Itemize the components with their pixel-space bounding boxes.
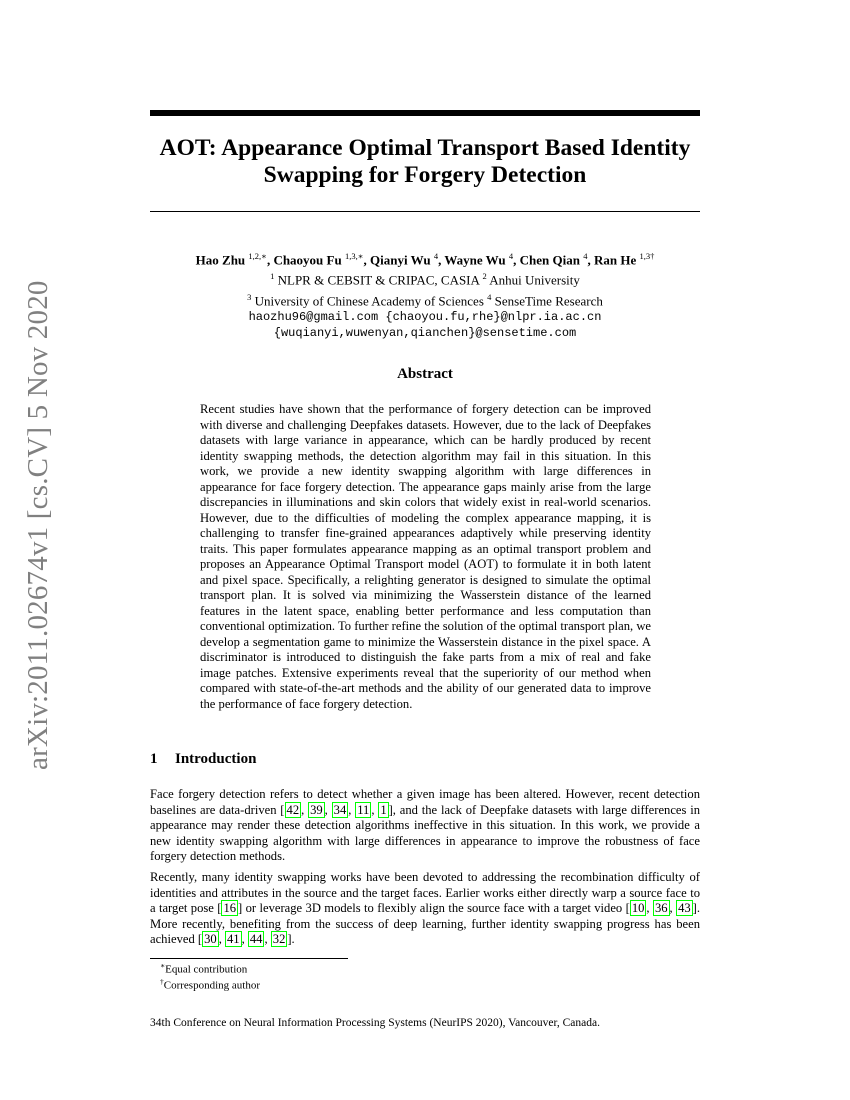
author-name: Hao Zhu xyxy=(195,252,246,268)
author-affiliation: 1,3,∗ xyxy=(344,251,364,261)
citation-link[interactable]: 11 xyxy=(357,802,370,817)
author-affiliation: 4 xyxy=(583,251,588,261)
intro-paragraph-1: Face forgery detection refers to detect whether a given image has been altered. However, recent detection baselines are data-driven [ 42 , 39 , 34 , 11 , 1 ], and the lack of Deepfake datasets with large differences in appearance may render these detection algorithms ineffective in this situation. In this work, we provide a new identity swapping algorithm with large differences in appearance to improve the robustness of face forgery detection methods. xyxy=(150,787,701,863)
citation-link[interactable]: 41 xyxy=(226,932,240,946)
citation-link[interactable]: 44 xyxy=(249,932,263,946)
section-title: Introduction xyxy=(175,751,257,767)
affiliation-line-2 xyxy=(150,289,700,309)
section-number: 1 xyxy=(150,751,158,767)
citation-link[interactable]: 34 xyxy=(333,802,347,817)
author-name: Chaoyou Fu xyxy=(273,252,342,268)
affiliation-casia: NLPR & CEBSIT & CRIPAC, CASIA xyxy=(277,272,480,288)
affiliation-number: 1 xyxy=(270,271,275,282)
citation-link[interactable]: 16 xyxy=(223,901,237,915)
affiliation-ucas: University of Chinese Academy of Sciences xyxy=(254,292,484,308)
footnote-equal-contribution xyxy=(160,959,247,977)
author-block xyxy=(150,248,700,341)
citation-link[interactable]: 32 xyxy=(272,932,286,946)
text-span: ]. xyxy=(287,932,295,946)
footnote-mark: † xyxy=(160,977,164,986)
title-line-2: Swapping for Forgery Detection xyxy=(263,162,587,188)
email-line-2: {wuqianyi,wuwenyan,qianchen}@sensetime.com xyxy=(273,325,577,340)
author-affiliation: 4 xyxy=(508,251,514,261)
affiliation-line-1 xyxy=(150,268,700,288)
conference-footer: 34th Conference on Neural Information Processing Systems (NeurIPS 2020), Vancouver, Canada. xyxy=(150,1017,600,1029)
author-affiliation: 1,3† xyxy=(639,251,655,261)
citation-link[interactable]: 43 xyxy=(678,901,691,915)
affiliation-anhui: Anhui University xyxy=(489,272,580,288)
title-line-1: AOT: Appearance Optimal Transport Based Identity xyxy=(159,135,691,161)
citation-link[interactable]: 42 xyxy=(286,802,300,817)
footnote-mark: ∗ xyxy=(160,961,166,970)
citation-link[interactable]: 1 xyxy=(380,802,387,817)
affiliation-number: 4 xyxy=(487,291,492,302)
footnote-text: Corresponding author xyxy=(163,979,260,992)
section-heading xyxy=(150,751,256,768)
title-top-rule xyxy=(150,110,700,116)
text-span: Recently, many identity swapping works have been devoted to addressing the recombination difficulty of identities and attributes in the source and the target faces. Earlier works either directly warp a source face to a target pose [ xyxy=(150,870,700,915)
title-bottom-rule xyxy=(150,211,700,212)
text-span: ] or leverage 3D models to flexibly align the source face with a target video [ xyxy=(238,901,630,915)
arxiv-stamp: arXiv:2011.02674v1 [cs.CV] 5 Nov 2020 xyxy=(22,280,54,770)
footnote-corresponding-author xyxy=(160,975,260,993)
footnote-text: Equal contribution xyxy=(165,963,248,976)
citation-link[interactable]: 39 xyxy=(310,802,323,817)
citation-link[interactable]: 10 xyxy=(631,901,645,915)
author-affiliation: 4 xyxy=(433,251,439,261)
text-span: Face forgery detection refers to detect whether a given image has been altered. However, recent detection baselines are data-driven [ xyxy=(150,787,700,817)
intro-paragraph-2: Recently, many identity swapping works have been devoted to addressing the recombination difficulty of identities and attributes in the source and the target faces. Earlier works either directly warp a source face to a target pose [ 16 ] or leverage 3D models to flexibly align the source face with a target video [ 10 , 36 , 43 ]. More recently, benefiting from the success of deep learning, further identity swapping progress has been achieved [ 30 , 41 , 44 , 32 ]. xyxy=(150,870,700,946)
citation-link[interactable]: 36 xyxy=(654,901,668,915)
text-span: ]. More recently, benefiting from the success of deep learning, further identity swapping progress has been achieved [ xyxy=(150,901,700,946)
abstract-text: Recent studies have shown that the performance of forgery detection can be improved with diverse and challenging Deepfakes datasets. However, due to the lack of Deepfakes datasets with large variance in appearance, which can be hardly produced by recent identity swapping methods, the detection algorithm may fail in this situation. In this work, we provide a new identity swapping algorithm with large differences in appearance for face forgery detection. The appearance gaps mainly arise from the large discrepancies in illuminations and skin colors that widely exist in real-world scenarios. However, due to the difficulties of modeling the complex appearance mapping, it is challenging to transfer fine-grained appearances adaptively while preserving identity traits. This paper formulates appearance mapping as an optimal transport problem and proposes an Appearance Optimal Transport model (AOT) to formulate it in both latent and pixel space. Specifically, a relighting generator is designed to simulate the optimal transport plan. It is solved via minimizing the Wasserstein distance of the learned features in the latent space, enabling better performance and less computation than conventional optimization. To further refine the solution of the optimal transport plan, we develop a segmentation game to minimize the Wasserstein distance in the pixel space. A discriminator is introduced to distinguish the fake parts from a mix of real and fake image patches. Extensive experiments reveal that the superiority of our method when compared with state-of-the-art methods and the ability of our generated data to improve the performance of face forgery detection. xyxy=(200,402,651,711)
author-name: Ran He xyxy=(593,252,637,268)
affiliation-number: 3 xyxy=(247,291,252,302)
email-line-1: haozhu96@gmail.com {chaoyou.fu,rhe}@nlpr.ia.ac.cn xyxy=(248,309,602,324)
citation-link[interactable]: 30 xyxy=(204,932,217,946)
abstract-heading: Abstract xyxy=(397,366,453,382)
author-affiliation: 1,2,∗ xyxy=(248,251,267,261)
affiliation-sensetime: SenseTime Research xyxy=(494,292,603,308)
author-name: Wayne Wu xyxy=(444,252,506,268)
author-name: Chen Qian xyxy=(519,252,580,268)
text-span: ], and the lack of Deepfake datasets with large differences in appearance may render these detection algorithms ineffective in this situation. In this work, we provide a new identity swapping algorithm with large differences in appearance to improve the robustness of face forgery detection methods. xyxy=(150,802,701,863)
affiliation-number: 2 xyxy=(482,271,487,282)
paper-title xyxy=(150,135,700,189)
author-name: Qianyi Wu xyxy=(370,252,431,268)
author-names: Hao Zhu $^{1,2,∗}$, Chaoyou Fu $^{1,3,∗}$, Qianyi Wu $^4$, Wayne Wu $^4$, Chen Qian $^4$, Ran He $^{1,3\dagger}$ xyxy=(195,251,655,268)
